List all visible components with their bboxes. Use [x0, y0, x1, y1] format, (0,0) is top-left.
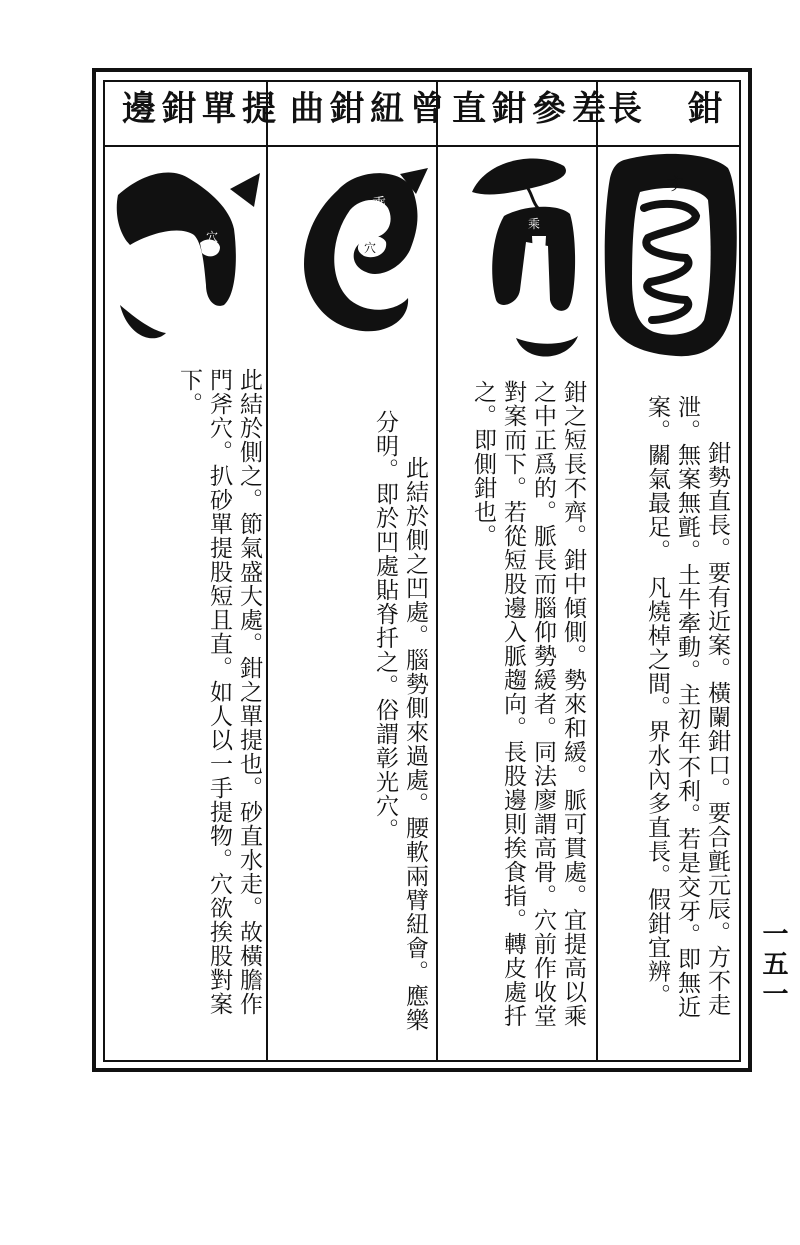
long-pincer-diagram: [600, 150, 742, 360]
column-divider: [596, 80, 598, 1062]
column-title: 長 鉗: [608, 89, 728, 129]
diagram-mark: 穴: [206, 230, 219, 244]
side-single-lift-pincer-diagram: [110, 155, 266, 355]
diagram-mark: す: [666, 174, 684, 194]
diagram-mark: 穴: [364, 241, 377, 255]
column-divider: [436, 80, 438, 1062]
column-title: 邊鉗單提: [122, 89, 282, 129]
column-body: 鉗之短長不齊。鉗中傾側。勢來和緩。脈可貫處。宜提高以乘之中正爲的。脈長而腦仰勢緩者。同法廖謂高骨。穴前作收堂對案而下。若從短股邊入脈趨向。長股邊則挨食指。轉皮處扦之。即側鉗也。: [470, 380, 586, 1028]
column-title: 直鉗參差: [452, 89, 612, 129]
column-title: 曲鉗紐曾: [290, 89, 450, 129]
title-divider: [103, 145, 741, 147]
diagram-mark: 乘: [372, 197, 386, 212]
column-body: 此結於側之凹處。腦勢側來過處。腰軟兩臂紐會。應樂分明。即於凹處貼脊扦之。俗謂彰光穴。: [372, 410, 428, 1032]
column-body: 鉗勢直長。要有近案。橫闌鉗口。要合氈元辰。方不走泄。無案無氈。土牛牽動。主初年不利。若是交牙。即無近案。關氣最足。 凡燒棹之間。界水內多直長。假鉗宜辨。: [644, 395, 730, 1019]
column-divider: [266, 80, 268, 1062]
page-number: 一五一: [758, 920, 788, 1010]
straight-uneven-pincer-diagram: [456, 150, 586, 380]
column-body: 此結於側之。節氣盛大處。鉗之單提也。砂直水走。故橫膽作門斧穴。扒砂單提股短且直。如人以一手提物。穴欲挨股對案下。: [176, 368, 262, 1016]
diagram-mark: 乘: [528, 217, 541, 231]
diagram-mark: 穴: [534, 275, 548, 290]
curved-twisted-pincer-diagram: [290, 160, 430, 340]
diagram-mark: 穴: [364, 215, 377, 229]
